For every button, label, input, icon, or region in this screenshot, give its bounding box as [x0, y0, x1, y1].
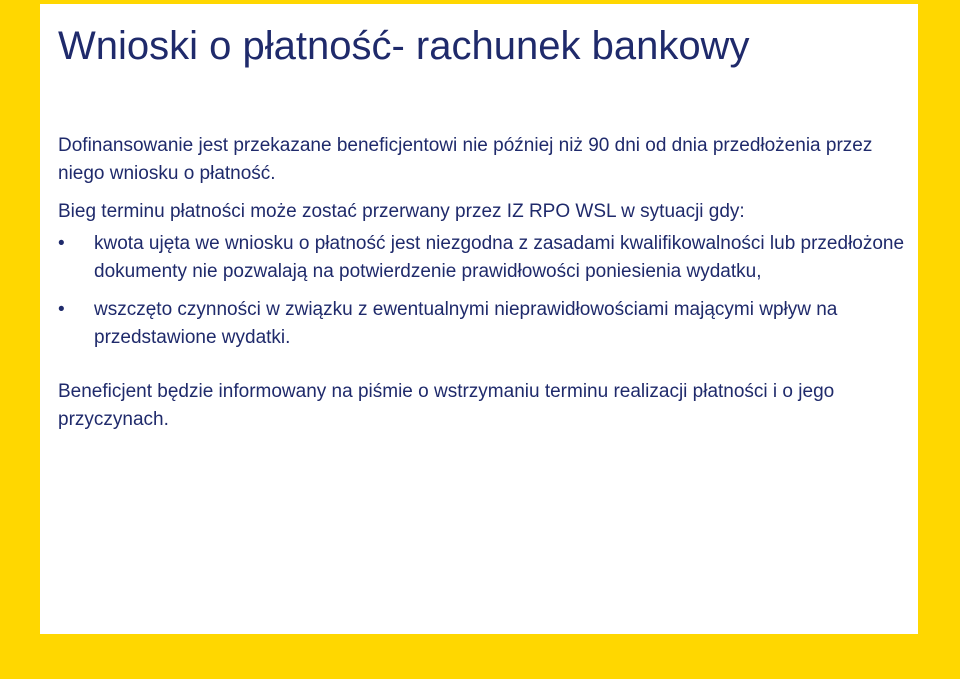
slide-title: Wnioski o płatność- rachunek bankowy: [58, 24, 750, 68]
list-item: [58, 230, 908, 286]
list-item: [58, 296, 908, 352]
paragraph-interruption-intro: Bieg terminu płatności może zostać przerwany przez IZ RPO WSL w sytuacji gdy:: [58, 201, 745, 222]
paragraph-financing-deadline: Dofinansowanie jest przekazane beneficjentowi nie później niż 90 dni od dnia przedłożenia przez niego wniosku o płatność.: [58, 135, 873, 184]
paragraph-beneficiary-notice: Beneficjent będzie informowany na piśmie o wstrzymaniu terminu realizacji płatności i o jego przyczynach.: [58, 381, 835, 430]
bullet-dot-icon: •: [58, 233, 65, 254]
bullet-dot-icon: •: [58, 299, 65, 320]
slide-body: [58, 132, 908, 434]
bullet-text: wszczęto czynności w związku z ewentualnymi nieprawidłowościami mającymi wpływ na przedstawione wydatki.: [94, 299, 838, 348]
bullet-text: kwota ujęta we wniosku o płatność jest niezgodna z zasadami kwalifikowalności lub przedłożone dokumenty nie pozwalają na potwierdzenie prawidłowości poniesienia wydatku,: [94, 233, 905, 282]
bullet-list: [58, 230, 908, 352]
slide-panel: [40, 4, 918, 634]
